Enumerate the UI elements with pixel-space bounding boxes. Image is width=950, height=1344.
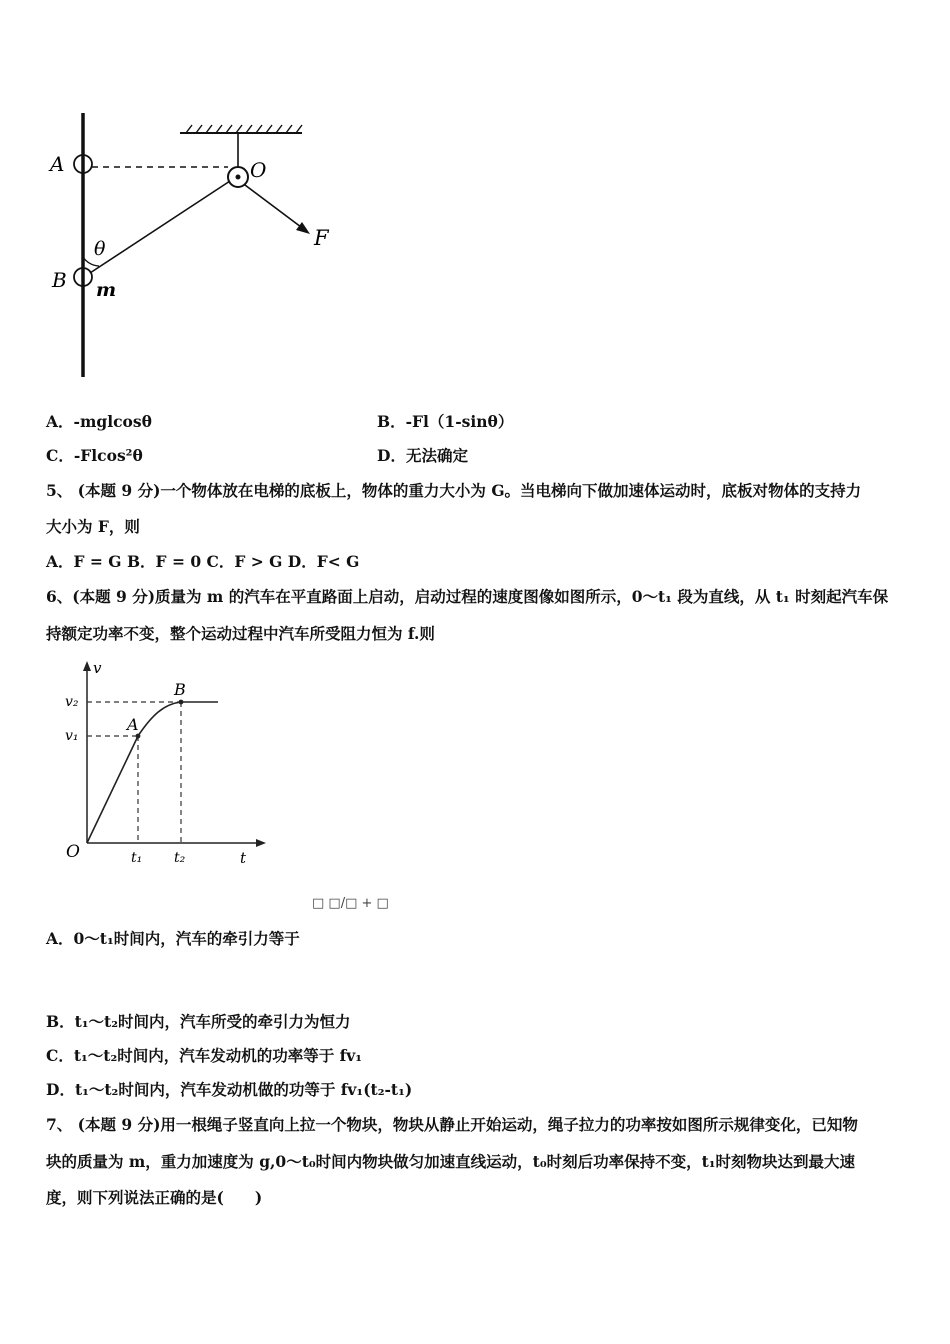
- axis-v-label: v: [93, 659, 102, 677]
- pulley-figure: [40, 105, 350, 385]
- point-b-dot: [179, 700, 184, 705]
- axis-t-label: t: [240, 849, 247, 867]
- force-arrow: [245, 185, 305, 230]
- label-theta: θ: [94, 238, 106, 260]
- q6-option-c: C．t₁～t₂时间内，汽车发动机的功率等于 fv₁: [46, 1046, 363, 1065]
- rope-bo: [90, 181, 230, 273]
- q4-option-a: A．-mglcosθ: [46, 412, 152, 431]
- q5-stem-line2: 大小为 F，则: [46, 517, 140, 536]
- point-a-dot: [136, 734, 141, 739]
- q6-option-a: A．0～t₁时间内，汽车的牵引力等于: [46, 929, 300, 948]
- t1-label: t₁: [131, 850, 143, 866]
- q7-stem-line2: 块的质量为 m，重力加速度为 g,0～t₀时间内物块做匀加速直线运动，t₀时刻后功率保持不变，t₁时刻物块达到最大速: [46, 1152, 856, 1171]
- origin-label: O: [66, 842, 80, 862]
- q6-option-d: D．t₁～t₂时间内，汽车发动机做的功等于 fv₁(t₂-t₁): [46, 1080, 413, 1099]
- t2-label: t₂: [174, 850, 186, 866]
- label-a: A: [50, 152, 65, 176]
- q6-option-a-formula: □ □/□ + □: [312, 896, 389, 911]
- q4-option-d: D．无法确定: [377, 446, 468, 465]
- curved-segment: [138, 702, 181, 736]
- q7-stem-line3: 度，则下列说法正确的是( ): [46, 1188, 263, 1207]
- q6-stem-line2: 持额定功率不变，整个运动过程中汽车所受阻力恒为 f.则: [46, 624, 435, 643]
- point-b-label: B: [174, 680, 186, 699]
- q6-option-b: B．t₁～t₂时间内，汽车所受的牵引力为恒力: [46, 1012, 351, 1031]
- linear-segment: [87, 736, 138, 843]
- q5-stem-line1: 5、 (本题 9 分)一个物体放在电梯的底板上，物体的重力大小为 G。当电梯向下做加速体运动时，底板对物体的支持力: [46, 481, 862, 500]
- label-o: O: [250, 158, 267, 182]
- v1-label: v₁: [65, 728, 79, 744]
- label-b: B: [52, 268, 67, 292]
- q7-stem-line1: 7、 (本题 9 分)用一根绳子竖直向上拉一个物块，物块从静止开始运动，绳子拉力的功率按如图所示规律变化，已知物: [46, 1115, 858, 1134]
- label-m: m: [96, 279, 117, 301]
- v2-label: v₂: [65, 694, 79, 710]
- ceiling-hatch: [186, 125, 302, 133]
- q4-option-c: C．-Flcos²θ: [46, 446, 143, 465]
- q5-options: A．F = G B．F = 0 C．F > G D．F< G: [46, 552, 360, 571]
- q4-option-b: B．-Fl（1-sinθ）: [377, 412, 514, 431]
- velocity-time-graph: [60, 655, 275, 870]
- label-f: F: [314, 226, 329, 250]
- q6-stem-line1: 6、(本题 9 分)质量为 m 的汽车在平直路面上启动，启动过程的速度图像如图所示，0～t₁ 段为直线，从 t₁ 时刻起汽车保: [46, 587, 889, 606]
- point-a-label: A: [127, 715, 139, 734]
